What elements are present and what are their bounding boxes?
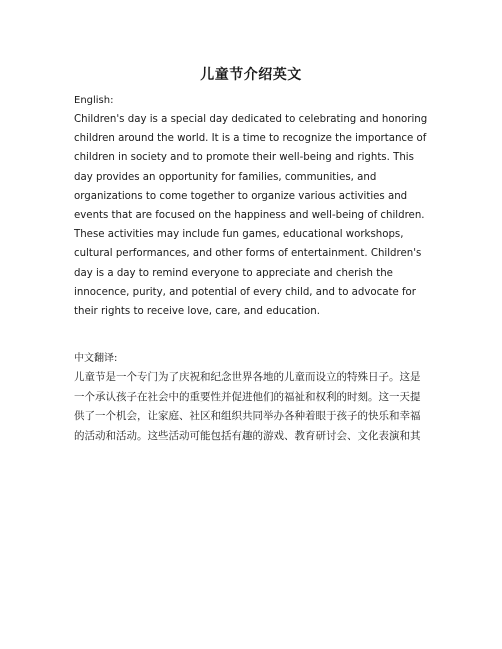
chinese-line: 一个承认孩子在社会中的重要性并促进他们的福祉和权利的时刻。这一天提 bbox=[74, 390, 421, 403]
english-line: children around the world. It is a time to recognize the importance of bbox=[74, 133, 427, 145]
english-label: English: bbox=[74, 95, 114, 106]
english-line: their rights to receive love, care, and education. bbox=[74, 306, 320, 318]
chinese-paragraph bbox=[74, 368, 434, 446]
chinese-line: 供了一个机会，让家庭、社区和组织共同举办各种着眼于孩子的快乐和幸福 bbox=[74, 410, 421, 423]
chinese-line: 儿童节是一个专门为了庆祝和纪念世界各地的儿童而设立的特殊日子。这是 bbox=[74, 371, 421, 384]
english-line: cultural performances, and other forms of entertainment. Children's bbox=[74, 248, 422, 260]
english-line: day provides an opportunity for families, communities, and bbox=[74, 171, 377, 183]
english-line: day is a day to remind everyone to appreciate and cherish the bbox=[74, 267, 393, 279]
document-title: 儿童节介绍英文 bbox=[200, 67, 302, 83]
chinese-label: 中文翻译: bbox=[74, 353, 118, 365]
english-line: innocence, purity, and potential of every child, and to advocate for bbox=[74, 286, 416, 298]
paragraph-spacer bbox=[74, 321, 434, 349]
document-body bbox=[74, 91, 434, 446]
english-line: children in society and to promote their well-being and rights. This bbox=[74, 152, 414, 164]
english-line: events that are focused on the happiness and well-being of children. bbox=[74, 210, 425, 222]
chinese-line: 的活动和活动。这些活动可能包括有趣的游戏、教育研讨会、文化表演和其 bbox=[74, 429, 421, 442]
english-paragraph bbox=[74, 110, 434, 321]
english-line: Children's day is a special day dedicated to celebrating and honoring bbox=[74, 114, 428, 125]
english-line: These activities may include fun games, educational workshops, bbox=[74, 229, 404, 241]
english-line: organizations to come together to organize various activities and bbox=[74, 190, 408, 202]
